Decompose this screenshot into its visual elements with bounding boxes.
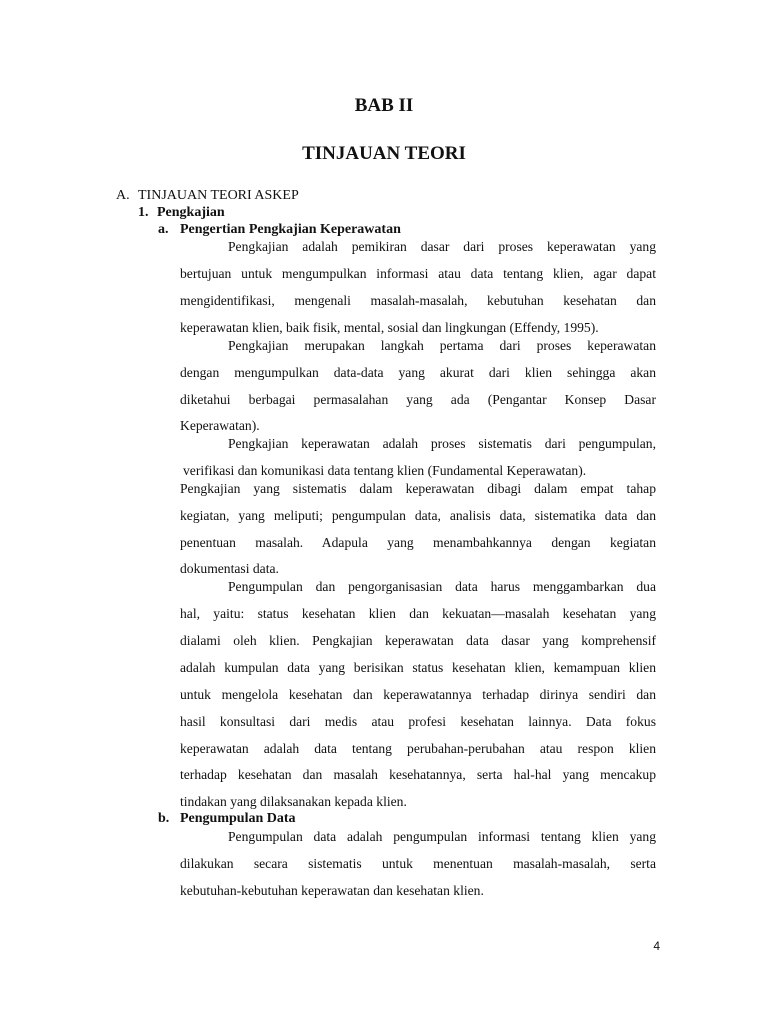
section-marker: A.: [116, 188, 130, 203]
body-line: diketahui berbagai permasalahan yang ada (Pengantar Konsep Dasar: [180, 392, 656, 407]
section-title: TINJAUAN TEORI ASKEP: [138, 188, 299, 203]
body-line: dokumentasi data.: [180, 561, 279, 576]
body-line: keperawatan adalah data tentang perubahan-perubahan atau respon klien: [180, 741, 656, 756]
body-line: verifikasi dan komunikasi data tentang klien (Fundamental Keperawatan).: [183, 463, 587, 478]
body-line: Pengumpulan data adalah pengumpulan informasi tentang klien yang: [228, 829, 656, 844]
body-line: untuk mengelola kesehatan dan keperawatannya terhadap dirinya sendiri dan: [180, 687, 656, 702]
page-number: 4: [653, 939, 660, 953]
item-b-title: Pengumpulan Data: [180, 811, 296, 826]
body-line: hal, yaitu: status kesehatan klien dan kekuatan—masalah kesehatan yang: [180, 606, 656, 621]
item-b-marker: b.: [158, 811, 170, 826]
chapter-label: BAB II: [354, 95, 414, 116]
body-line: Pengkajian adalah pemikiran dasar dari proses keperawatan yang: [228, 239, 656, 254]
body-line: dengan mengumpulkan data-data yang akurat dari klien sehingga akan: [180, 365, 656, 380]
subsection-heading: [138, 205, 225, 221]
item-a-title: Pengertian Pengkajian Keperawatan: [180, 222, 401, 237]
subsection-marker: 1.: [138, 205, 149, 220]
item-a-heading: [158, 222, 401, 238]
subsection-title: Pengkajian: [157, 205, 225, 220]
body-line: Pengumpulan dan pengorganisasian data harus menggambarkan dua: [228, 579, 656, 594]
body-line: Pengkajian keperawatan adalah proses sistematis dari pengumpulan,: [228, 436, 656, 451]
body-line: Pengkajian merupakan langkah pertama dari proses keperawatan: [228, 338, 656, 353]
body-line: tindakan yang dilaksanakan kepada klien.: [180, 794, 407, 809]
body-line: bertujuan untuk mengumpulkan informasi atau data tentang klien, agar dapat: [180, 266, 656, 281]
body-line: kegiatan, yang meliputi; pengumpulan data, analisis data, sistematika data dan: [180, 508, 656, 523]
body-line: mengidentifikasi, mengenali masalah-masalah, kebutuhan kesehatan dan: [180, 293, 656, 308]
item-a-marker: a.: [158, 222, 169, 237]
body-line: terhadap kesehatan dan masalah kesehatannya, serta hal-hal yang mencakup: [180, 767, 656, 782]
body-line: Pengkajian yang sistematis dalam keperawatan dibagi dalam empat tahap: [180, 481, 656, 496]
body-line: hasil konsultasi dari medis atau profesi kesehatan lainnya. Data fokus: [180, 714, 656, 729]
body-line: penentuan masalah. Adapula yang menambahkannya dengan kegiatan: [180, 535, 656, 550]
body-line: adalah kumpulan data yang berisikan status kesehatan klien, kemampuan klien: [180, 660, 656, 675]
body-line: dialami oleh klien. Pengkajian keperawatan data dasar yang komprehensif: [180, 633, 656, 648]
body-line: dilakukan secara sistematis untuk menentuan masalah-masalah, serta: [180, 856, 656, 871]
section-heading: [116, 188, 299, 204]
body-line: Keperawatan).: [180, 418, 260, 433]
chapter-title: TINJAUAN TEORI: [302, 143, 466, 164]
item-b-heading: [158, 811, 296, 827]
body-line: keperawatan klien, baik fisik, mental, sosial dan lingkungan (Effendy, 1995).: [180, 320, 599, 335]
body-line: kebutuhan-kebutuhan keperawatan dan kesehatan klien.: [180, 883, 484, 898]
